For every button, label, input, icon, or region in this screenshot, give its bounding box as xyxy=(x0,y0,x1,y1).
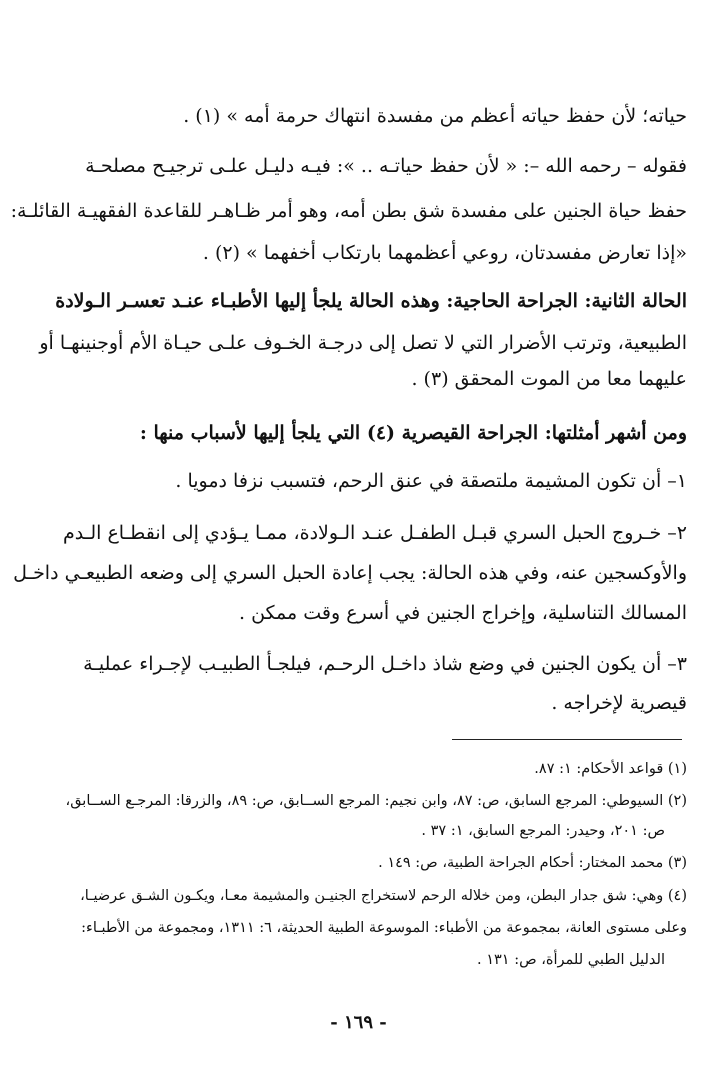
footnote-1: (١) قواعد الأحكام: ١: ٨٧. xyxy=(534,761,687,777)
body-line-6: الطبيعية، وترتب الأضرار التي لا تصل إلى درجـة الخـوف علـى حيـاة الأم أوجنينهـا أو xyxy=(39,332,687,354)
footnote-2-line-1: (٢) السيوطي: المرجع السابق، ص: ٨٧، وابن نجيم: المرجع الســابق، ص: ٨٩، والزرقا: المرجـع الســابق، xyxy=(65,793,687,809)
list-item-2-line-1: ٢– خـروج الحبل السري قبـل الطفـل عنـد الـولادة، ممـا يـؤدي إلى انقطـاع الـدم xyxy=(63,522,687,544)
footnote-4-line-1: (٤) وهي: شق جدار البطن، ومن خلاله الرحم لاستخراج الجنيـن والمشيمة معـا، ويكـون الشـق عرضيـا، xyxy=(80,888,687,904)
list-item-3-line-2: قيصرية لإخراجه . xyxy=(551,692,687,714)
footnote-separator xyxy=(452,739,682,740)
body-line-5: الحالة الثانية: الجراحة الحاجية: وهذه الحالة يلجأ إليها الأطبـاء عنـد تعسـر الـولادة xyxy=(55,290,687,312)
list-item-2-line-2: والأوكسجين عنه، وفي هذه الحالة: يجب إعادة الحبل السري إلى وضعه الطبيعـي داخـل xyxy=(13,562,687,584)
footnote-3: (٣) محمد المختار: أحكام الجراحة الطبية، ص: ١٤٩ . xyxy=(378,855,687,871)
body-line-7: عليهما معا من الموت المحقق (٣) . xyxy=(411,368,687,390)
footnote-4-line-2: وعلى مستوى العانة، بمجموعة من الأطباء: الموسوعة الطبية الحديثة، ٦: ١٣١١، ومجموعة من الأطبـاء: xyxy=(81,920,687,936)
body-line-2: فقوله – رحمه الله –: « لأن حفظ حياتـه .. »: فيـه دليـل علـى ترجيـح مصلحـة xyxy=(85,155,687,177)
page-number: - ١٦٩ - xyxy=(330,1012,387,1033)
body-line-4: «إذا تعارض مفسدتان، روعي أعظمهما بارتكاب أخفهما » (٢) . xyxy=(202,242,687,264)
body-line-3: حفظ حياة الجنين على مفسدة شق بطن أمه، وهو أمر ظـاهـر للقاعدة الفقهيـة القائلـة: xyxy=(10,200,687,222)
list-item-3-line-1: ٣– أن يكون الجنين في وضع شاذ داخـل الرحـم، فيلجـأ الطبيـب لإجـراء عمليـة xyxy=(83,653,687,675)
list-item-1: ١– أن تكون المشيمة ملتصقة في عنق الرحم، فتسبب نزفا دمويا . xyxy=(175,470,687,492)
body-line-8: ومن أشهر أمثلتها: الجراحة القيصرية (٤) التي يلجأ إليها لأسباب منها : xyxy=(139,422,687,444)
footnote-2-line-2: ص: ٢٠١، وحيدر: المرجع السابق، ١: ٣٧ . xyxy=(421,823,665,839)
footnote-4-line-3: الدليل الطبي للمرأة، ص: ١٣١ . xyxy=(477,952,665,968)
body-line-1: حياته؛ لأن حفظ حياته أعظم من مفسدة انتهاك حرمة أمه » (١) . xyxy=(183,105,687,127)
list-item-2-line-3: المسالك التناسلية، وإخراج الجنين في أسرع وقت ممكن . xyxy=(239,602,687,624)
